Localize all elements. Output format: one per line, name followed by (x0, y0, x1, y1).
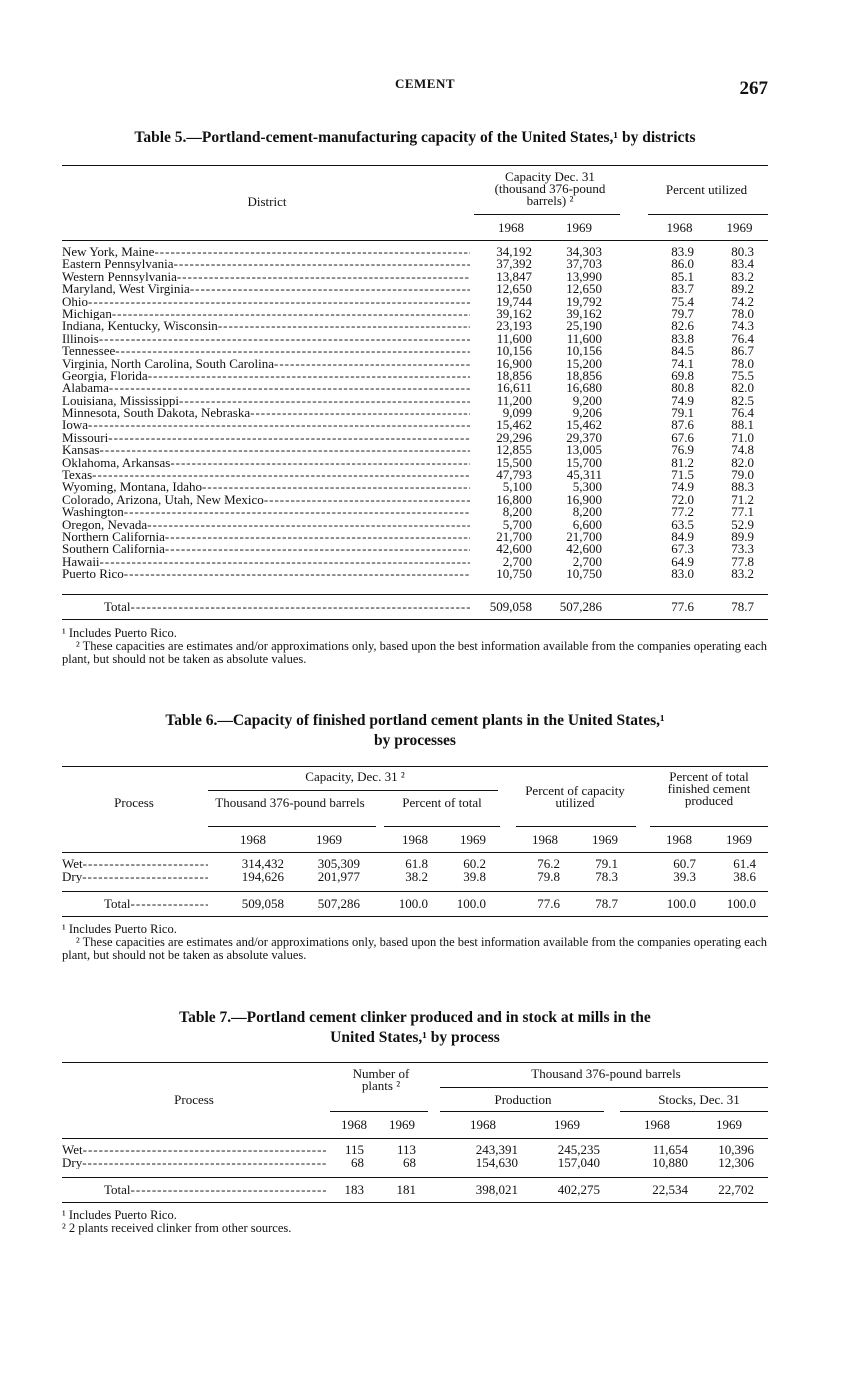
table5-cap1969-cell: 15,200 (566, 355, 602, 371)
table5-pct1968-cell: 74.1 (671, 355, 694, 371)
table5-cap1969-cell: 37,703 (566, 256, 602, 272)
table5-pct1969-cell: 89.9 (731, 528, 754, 544)
table5-pct1968-cell: 83.7 (671, 281, 694, 297)
table5-district-row (62, 519, 470, 531)
table5-cap1968-cell: 42,600 (496, 541, 532, 557)
table5-district-name: Kansas (62, 444, 100, 457)
table5-district-row (62, 333, 470, 345)
table5-cap1968-cell: 47,793 (496, 467, 532, 483)
table6-capacity-rule (208, 790, 498, 791)
table7-cell: 68 (403, 1155, 416, 1170)
table5-pct1969-cell: 83.2 (731, 566, 754, 582)
table5-cap1969-cell: 8,200 (572, 504, 602, 520)
table5-cap1969-cell: 11,600 (566, 330, 602, 346)
table5-cap1969-cell: 15,700 (566, 454, 602, 470)
table7-plants-rule (330, 1111, 428, 1112)
table5-cap1968-cell: 29,296 (496, 429, 532, 445)
table5-district-row (62, 258, 470, 270)
table5-pct1969-cell: 71.2 (731, 491, 754, 507)
table6-pctutil-rule (516, 826, 636, 827)
table5-cap1968-cell: 12,650 (496, 281, 532, 297)
table5-pct1968-cell: 69.8 (671, 367, 694, 383)
table6-cell: 509,058 (241, 896, 284, 911)
table5-pct1968-cell: 83.0 (671, 566, 694, 582)
table5-cap1969-cell: 25,190 (566, 318, 602, 334)
table5-pct1968-cell: 84.9 (671, 528, 694, 544)
table5-pct1969-cell: 73.3 (731, 541, 754, 557)
table5-district-name: Georgia, Florida (62, 369, 148, 383)
table6-cell: 77.6 (537, 896, 560, 911)
table5-district-name: Alabama (62, 382, 109, 395)
table5-district-name: Oklahoma, Arkansas (62, 456, 171, 470)
table5-footnote-1: ¹ Includes Puerto Rico. (62, 626, 177, 640)
table6-year-5: 1968 (532, 832, 558, 847)
table5-header-percent: Percent utilized (665, 182, 748, 197)
table5-district-name: Northern California (62, 530, 165, 544)
table5-cap1969-cell: 12,650 (566, 281, 602, 297)
table7-row-label: Dry (62, 1157, 83, 1170)
table5-pct1968-cell: 76.9 (671, 442, 694, 458)
table5-district-row (62, 271, 470, 283)
table5-district-name: Washington (62, 506, 124, 519)
table5-pct1968-cell: 72.0 (671, 491, 694, 507)
table5-district-name: Hawaii (62, 555, 100, 569)
table5-header-cap-1968: 1968 (498, 220, 524, 235)
table5-cap1969-cell: 9,206 (572, 405, 602, 421)
table5-pct1968-cell: 83.8 (671, 330, 694, 346)
table6-header-pct-total: Percent of total (402, 795, 482, 810)
table7-cell: 113 (396, 1142, 416, 1157)
table5-pct1969-cell: 74.3 (731, 318, 754, 334)
table5-district-row (62, 457, 470, 469)
table6-cell: 38.2 (405, 869, 428, 884)
table5-district-row (62, 432, 470, 444)
table7-cell: 154,630 (475, 1155, 518, 1170)
table5-district-row (62, 556, 470, 568)
table6-title-line2: by processes (374, 732, 456, 749)
table5-pct1968-cell: 83.9 (671, 244, 694, 259)
table7-year-5: 1968 (644, 1117, 670, 1132)
table5-cap1969-cell: 13,990 (566, 268, 602, 284)
table6-header-pct-util: Percent of capacity utilized (525, 783, 625, 810)
table5-cap1969-column (540, 246, 602, 581)
table5-title: Table 5.—Portland-cement-manufacturing capacity of the United States,¹ by districts (134, 129, 696, 146)
table7-year-6: 1969 (716, 1117, 742, 1132)
table5-cap1969-cell: 16,680 (566, 380, 602, 396)
table5-cap1968-column (470, 246, 532, 581)
table7-cell: 157,040 (557, 1155, 600, 1170)
table5-district-name: Indiana, Kentucky, Wisconsin (62, 320, 218, 333)
table5-district-name: Minnesota, South Dakota, Nebraska (62, 407, 251, 420)
table7-cell: 11,654 (652, 1142, 688, 1157)
table5-cap1968-cell: 18,856 (496, 367, 532, 383)
table5-cap1969-cell: 39,162 (566, 305, 602, 321)
table5-header-pct-1969: 1969 (726, 220, 753, 235)
table7-cell: 10,396 (718, 1142, 754, 1157)
table6-header-thousand: Thousand 376-pound barrels (215, 795, 365, 810)
table5-district-name: New York, Maine (62, 246, 155, 259)
table7-cell: 68 (351, 1155, 364, 1170)
table5-district-name: Texas (62, 469, 93, 482)
table5-total-pct1969: 78.7 (731, 599, 754, 614)
table5-pct1969-cell: 77.1 (731, 504, 754, 520)
table5-pct1969-cell: 88.1 (731, 417, 754, 433)
table7-row (104, 1184, 326, 1196)
table5-header-capacity: Capacity Dec. 31 (thousand 376-pound barrels) ² (494, 169, 606, 208)
table5-pct1969-cell: 52.9 (731, 516, 754, 532)
table5-header-district: District (247, 194, 287, 209)
table5-pct1968-cell: 67.6 (671, 429, 694, 445)
table5-district-row (62, 407, 470, 419)
table6-cell: 76.2 (537, 856, 560, 871)
table5-cap1968-cell: 11,200 (496, 392, 532, 408)
table5-cap1968-cell: 16,900 (496, 355, 532, 371)
table5-capacity-rule (474, 214, 620, 215)
table6-title-line1: Table 6.—Capacity of finished portland cement plants in the United States,¹ (165, 712, 665, 729)
table7-cell: 183 (344, 1182, 364, 1197)
table5-cap1968-cell: 5,100 (502, 479, 532, 495)
table5-district-column (62, 246, 470, 581)
table6-year-1: 1968 (240, 832, 266, 847)
table6-cell: 100.0 (666, 896, 696, 911)
table5-cap1969-cell: 13,005 (566, 442, 602, 458)
table7-year-4: 1969 (554, 1117, 580, 1132)
table5-pct1969-cell: 76.4 (731, 330, 754, 346)
table5-pct1968-cell: 67.3 (671, 541, 694, 557)
table5-district-name: Oregon, Nevada (62, 518, 148, 531)
table5-pct1968-cell: 85.1 (671, 268, 694, 284)
table5-district-name: Colorado, Arizona, Utah, New Mexico (62, 493, 264, 507)
table5-pct1968-cell: 77.2 (671, 504, 694, 520)
table5-district-row (62, 395, 470, 407)
table5-district-name: Louisiana, Mississippi (62, 394, 180, 408)
table5-district-row (62, 320, 470, 332)
table7-footnote-2: ² 2 plants received clinker from other sources. (62, 1221, 292, 1235)
table5-total-row (104, 601, 470, 613)
table6-year-4: 1969 (460, 832, 486, 847)
table6-cell: 79.1 (595, 856, 618, 871)
table5-pct1968-cell: 79.7 (671, 305, 694, 321)
table5-district-row (62, 444, 470, 456)
table5-pct1969-cell: 78.0 (731, 305, 754, 321)
table7-top-rule (62, 1062, 768, 1063)
table6-header-capacity: Capacity, Dec. 31 ² (305, 769, 405, 784)
table5-district-name: Iowa (62, 419, 88, 432)
table5-district-name: Western Pennsylvania (62, 270, 177, 284)
table5-district-row (62, 494, 470, 506)
table6-pctprod-rule (650, 826, 768, 827)
table5-district-row (62, 419, 470, 431)
table7-year-1: 1968 (341, 1117, 367, 1132)
table5-pct1969-cell: 74.2 (731, 293, 754, 309)
table5-pct1969-cell: 82.0 (731, 454, 754, 470)
table5-cap1969-cell: 15,462 (566, 417, 602, 433)
table5-cap1969-cell: 21,700 (566, 528, 602, 544)
table5-pct1968-cell: 81.2 (671, 454, 694, 470)
table5-district-row (62, 246, 470, 258)
table5-district-row (62, 308, 470, 320)
table5-district-name: Wyoming, Montana, Idaho (62, 481, 203, 494)
table6-year-7: 1968 (666, 832, 692, 847)
table5-district-row (62, 568, 470, 580)
table5-cap1968-cell: 8,200 (502, 504, 532, 520)
table6-thousand-rule (208, 826, 376, 827)
table5-pct1968-cell: 84.5 (671, 343, 694, 359)
table7-header-process: Process (174, 1092, 214, 1107)
table5-cap1968-cell: 34,192 (496, 244, 532, 259)
table6-cell: 201,977 (317, 869, 360, 884)
table5-footnote-2: ² These capacities are estimates and/or approximations only, based upon the best information available from the companies operating each plant, but should not be taken as absolute values. (62, 639, 768, 666)
table5-cap1969-cell: 45,311 (566, 467, 602, 483)
table5-cap1969-cell: 2,700 (572, 553, 602, 569)
table5-district-row (62, 382, 470, 394)
table5-pct1969-cell: 89.2 (731, 281, 754, 297)
table5-pct1968-cell: 86.0 (671, 256, 694, 272)
table5-cap1968-cell: 10,750 (496, 566, 532, 582)
table5-pct1969-cell: 78.0 (731, 355, 754, 371)
table5-pct1969-cell: 80.3 (731, 244, 754, 259)
table5-total-pct1968: 77.6 (671, 599, 694, 614)
table5-district-name: Ohio (62, 295, 88, 308)
table7-thousand-rule (440, 1087, 768, 1088)
table6-bottom-rule (62, 916, 768, 917)
table5-cap1968-cell: 10,156 (496, 343, 532, 359)
table5-pct1969-cell: 71.0 (731, 429, 754, 445)
table5-cap1969-cell: 18,856 (566, 367, 602, 383)
table7-header-thousand: Thousand 376-pound barrels (531, 1066, 681, 1081)
table6-header-pct-produced: Percent of total finished cement produced (667, 769, 751, 808)
table5-pct1969-cell: 77.8 (731, 553, 754, 569)
table5-cap1969-cell: 6,600 (572, 516, 602, 532)
table5-cap1969-cell: 5,300 (572, 479, 602, 495)
table5-pct1969-column (712, 246, 754, 581)
table6-cell: 38.6 (733, 869, 756, 884)
table7-cell: 22,702 (718, 1182, 754, 1197)
table5-district-name: Missouri (62, 431, 109, 445)
table5-pct1968-cell: 75.4 (671, 293, 694, 309)
table6-total-rule (62, 891, 768, 892)
table5-pct1969-cell: 82.5 (731, 392, 754, 408)
table5-cap1969-cell: 19,792 (566, 293, 602, 309)
table5-pct1968-cell: 63.5 (671, 516, 694, 532)
table7-row (62, 1144, 326, 1156)
table5-cap1968-cell: 13,847 (496, 268, 532, 284)
table7-title-line2: United States,¹ by process (330, 1029, 500, 1046)
table7-year-2: 1969 (389, 1117, 415, 1132)
page-number: 267 (739, 78, 768, 99)
table5-cap1969-cell: 10,750 (566, 566, 602, 582)
table6-cell: 314,432 (241, 856, 284, 871)
table5-district-row (62, 543, 470, 555)
table6-cell: 79.8 (537, 869, 560, 884)
table5-header-cap-1969: 1969 (566, 220, 592, 235)
table7-title-line1: Table 7.—Portland cement clinker produced and in stock at mills in the (179, 1009, 651, 1026)
table6-cell: 60.2 (463, 856, 486, 871)
table5-header-bottom-rule (62, 240, 768, 241)
table7-cell: 115 (344, 1142, 364, 1157)
table5-district-name: Eastern Pennsylvania (62, 258, 174, 271)
table5-pct1968-cell: 87.6 (671, 417, 694, 433)
table7-total-rule (62, 1177, 768, 1178)
table6-row (62, 871, 208, 883)
table6-cell: 39.8 (463, 869, 486, 884)
table5-cap1969-cell: 34,303 (566, 244, 602, 259)
table6-top-rule (62, 766, 768, 767)
table6-cell: 100.0 (726, 896, 756, 911)
running-head: CEMENT (394, 76, 456, 91)
table5-cap1968-cell: 12,855 (496, 442, 532, 458)
table7-footnote-1: ¹ Includes Puerto Rico. (62, 1208, 177, 1222)
table5-cap1969-cell: 9,200 (572, 392, 602, 408)
table7-row-label: Wet (62, 1144, 83, 1157)
table5-district-row (62, 370, 470, 382)
table5-cap1968-cell: 16,611 (496, 380, 532, 396)
table5-cap1969-cell: 16,900 (566, 491, 602, 507)
table6-row (104, 898, 208, 910)
table5-district-row (62, 345, 470, 357)
table7-cell: 10,880 (652, 1155, 688, 1170)
table6-cell: 39.3 (673, 869, 696, 884)
table5-district-row (62, 283, 470, 295)
table5-district-name: Maryland, West Virginia (62, 283, 190, 296)
table6-cell: 194,626 (241, 869, 284, 884)
table5-pct1969-cell: 76.4 (731, 405, 754, 421)
table5-pct1968-cell: 71.5 (671, 467, 694, 483)
table7-production-rule (440, 1111, 604, 1112)
table6-cell: 100.0 (398, 896, 428, 911)
table6-cell: 60.7 (673, 856, 696, 871)
table6-row-label: Total (104, 898, 131, 911)
table7-cell: 398,021 (475, 1182, 518, 1197)
table7-year-3: 1968 (470, 1117, 496, 1132)
table5-pct1968-cell: 64.9 (671, 553, 694, 569)
table5-pct1968-cell: 80.8 (671, 380, 694, 396)
table5-cap1968-cell: 16,800 (496, 491, 532, 507)
table5-district-name: Virginia, North Carolina, South Carolina (62, 357, 275, 370)
table7-header-bottom-rule (62, 1138, 768, 1139)
table7-stocks-rule (620, 1111, 768, 1112)
table7-cell: 181 (396, 1182, 416, 1197)
table5-district-row (62, 469, 470, 481)
table6-year-8: 1969 (726, 832, 752, 847)
table5-header-pct-1968: 1968 (666, 220, 693, 235)
table5-pct1969-cell: 75.5 (731, 367, 754, 383)
table7-cell: 12,306 (718, 1155, 754, 1170)
table6-cell: 507,286 (317, 896, 360, 911)
table5-cap1969-cell: 29,370 (566, 429, 602, 445)
table5-cap1968-cell: 5,700 (502, 516, 532, 532)
table5-district-row (62, 358, 470, 370)
table7-cell: 402,275 (557, 1182, 600, 1197)
table5-district-row (62, 531, 470, 543)
table6-footnote-1: ¹ Includes Puerto Rico. (62, 922, 177, 936)
table5-pct1968-column (650, 246, 694, 581)
table7-row (62, 1157, 326, 1169)
table5-district-name: Michigan (62, 307, 112, 321)
table6-row-label: Wet (62, 858, 83, 871)
table6-row-label: Dry (62, 871, 83, 884)
table5-pct1969-cell: 74.8 (731, 442, 754, 458)
table5-total-cap1969: 507,286 (559, 599, 602, 614)
table5-cap1968-cell: 15,500 (496, 454, 532, 470)
table7-header-production: Production (494, 1092, 552, 1107)
table5-pct1968-cell: 82.6 (671, 318, 694, 334)
table7-cell: 22,534 (652, 1182, 688, 1197)
table5-top-rule (62, 165, 768, 166)
table6-cell: 305,309 (317, 856, 360, 871)
table5-district-row (62, 296, 470, 308)
table5-total-label: Total (104, 601, 131, 614)
table5-pct1968-cell: 74.9 (671, 392, 694, 408)
table5-district-row (62, 481, 470, 493)
table6-year-6: 1969 (592, 832, 618, 847)
table5-pct1969-cell: 83.2 (731, 268, 754, 284)
table5-district-name: Illinois (62, 332, 99, 346)
table5-bottom-rule (62, 619, 768, 620)
table7-header-stocks: Stocks, Dec. 31 (658, 1092, 740, 1107)
table6-year-2: 1969 (316, 832, 342, 847)
table6-cell: 61.8 (405, 856, 428, 871)
table5-district-name: Puerto Rico (62, 568, 124, 581)
table6-header-bottom-rule (62, 852, 768, 853)
table7-bottom-rule (62, 1202, 768, 1203)
table5-pct1969-cell: 82.0 (731, 380, 754, 396)
table5-cap1968-cell: 9,099 (502, 405, 532, 421)
table7-header-plants: Number of plants ² (352, 1066, 410, 1093)
table6-row (62, 858, 208, 870)
table7-row-label: Total (104, 1184, 131, 1197)
table5-cap1968-cell: 15,462 (496, 417, 532, 433)
table5-pct1968-cell: 79.1 (671, 405, 694, 421)
table5-pct1969-cell: 79.0 (731, 467, 754, 483)
table6-pcttotal-rule (384, 826, 500, 827)
table5-cap1969-cell: 42,600 (566, 541, 602, 557)
table5-district-name: Southern California (62, 543, 165, 556)
table6-year-3: 1968 (402, 832, 428, 847)
table5-cap1968-cell: 21,700 (496, 528, 532, 544)
table6-cell: 61.4 (733, 856, 756, 871)
table5-district-row (62, 506, 470, 518)
table6-cell: 78.7 (595, 896, 618, 911)
table5-pct1969-cell: 88.3 (731, 479, 754, 495)
table5-cap1968-cell: 37,392 (496, 256, 532, 272)
table5-percent-rule (648, 214, 768, 215)
table7-cell: 243,391 (475, 1142, 518, 1157)
table5-pct1969-cell: 86.7 (731, 343, 754, 359)
table5-total-rule (62, 594, 768, 595)
table6-header-process: Process (114, 795, 154, 810)
table7-cell: 245,235 (557, 1142, 600, 1157)
table5-pct1969-cell: 83.4 (731, 256, 754, 272)
table5-cap1968-cell: 23,193 (496, 318, 532, 334)
table5-cap1968-cell: 39,162 (496, 305, 532, 321)
table6-footnote-2: ² These capacities are estimates and/or approximations only, based upon the best information available from the companies operating each plant, but should not be taken as absolute values. (62, 935, 768, 962)
table5-pct1968-cell: 74.9 (671, 479, 694, 495)
table5-cap1968-cell: 2,700 (502, 553, 532, 569)
table6-cell: 100.0 (456, 896, 486, 911)
table5-district-name: Tennessee (62, 345, 116, 358)
table5-total-cap1968: 509,058 (489, 599, 532, 614)
table5-cap1969-cell: 10,156 (566, 343, 602, 359)
table6-cell: 78.3 (595, 869, 618, 884)
table5-cap1968-cell: 11,600 (496, 330, 532, 346)
table5-cap1968-cell: 19,744 (496, 293, 532, 309)
